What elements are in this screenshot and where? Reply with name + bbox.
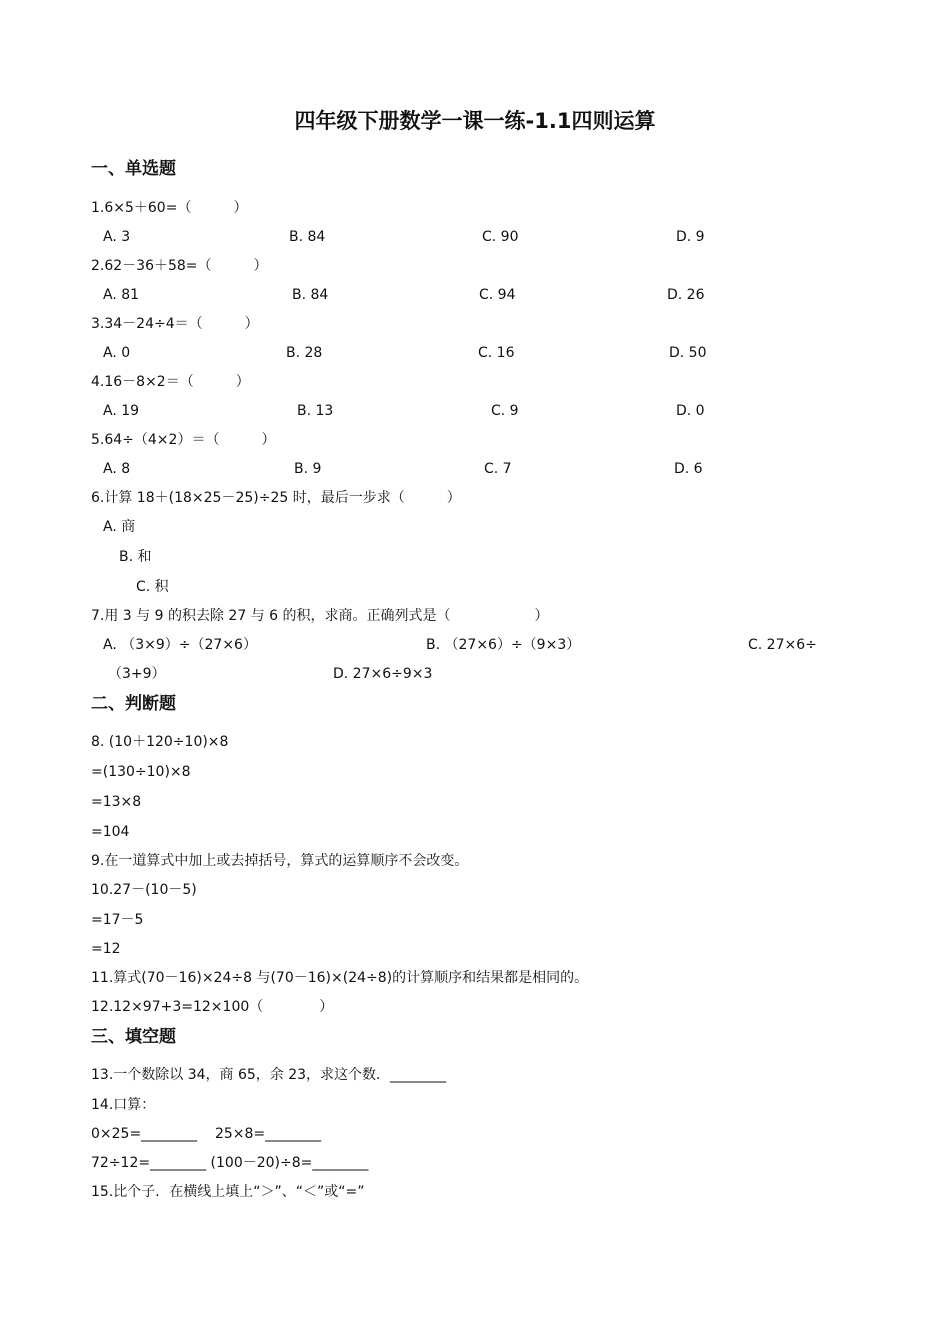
question-2-option-d: D. 26 bbox=[667, 287, 705, 303]
question-7-option-c-continued: （3+9） bbox=[108, 666, 166, 682]
page-title: 四年级下册数学一课一练-1.1四则运算 bbox=[294, 109, 656, 133]
question-8-line-3: =13×8 bbox=[91, 794, 142, 810]
question-12: 12.12×97+3=12×100（ ） bbox=[91, 999, 334, 1015]
question-14-line-2: 0×25=________ 25×8=________ bbox=[91, 1126, 322, 1142]
question-1-stem: 1.6×5＋60=（ ） bbox=[91, 200, 248, 216]
question-1-option-d: D. 9 bbox=[676, 229, 705, 245]
question-2-option-c: C. 94 bbox=[479, 287, 516, 303]
question-13: 13.一个数除以 34，商 65，余 23，求这个数．________ bbox=[91, 1067, 447, 1083]
question-7-option-a: A. （3×9）÷（27×6） bbox=[103, 637, 257, 653]
question-6-option-b: B. 和 bbox=[119, 549, 152, 565]
question-3-stem: 3.34－24÷4＝（ ） bbox=[91, 316, 259, 332]
question-3-option-b: B. 28 bbox=[286, 345, 323, 361]
question-2-option-b: B. 84 bbox=[292, 287, 329, 303]
section-heading-true-false: 二、判断题 bbox=[91, 694, 176, 714]
question-4-stem: 4.16－8×2＝（ ） bbox=[91, 374, 250, 390]
question-4-option-c: C. 9 bbox=[491, 403, 519, 419]
question-3-option-c: C. 16 bbox=[478, 345, 515, 361]
question-5-option-c: C. 7 bbox=[484, 461, 512, 477]
question-7-option-c: C. 27×6÷ bbox=[748, 637, 817, 653]
question-11: 11.算式(70－16)×24÷8 与(70－16)×(24÷8)的计算顺序和结果都是相同的。 bbox=[91, 970, 589, 986]
question-6-option-a: A. 商 bbox=[103, 519, 136, 535]
section-heading-single-choice: 一、单选题 bbox=[91, 159, 176, 179]
question-6-stem: 6.计算 18＋(18×25－25)÷25 时，最后一步求（ ） bbox=[91, 490, 461, 506]
question-1-option-b: B. 84 bbox=[289, 229, 326, 245]
question-10-line-2: =17－5 bbox=[91, 912, 144, 928]
question-8-line-4: =104 bbox=[91, 824, 130, 840]
question-8-line-2: =(130÷10)×8 bbox=[91, 764, 191, 780]
question-5-stem: 5.64÷（4×2）＝（ ） bbox=[91, 432, 276, 448]
question-15: 15.比个子．在横线上填上“＞”、“＜”或“=” bbox=[91, 1184, 365, 1200]
question-10-line-1: 10.27－(10－5) bbox=[91, 882, 197, 898]
question-4-option-b: B. 13 bbox=[297, 403, 334, 419]
question-1-option-c: C. 90 bbox=[482, 229, 519, 245]
question-7-stem: 7.用 3 与 9 的积去除 27 与 6 的积，求商。正确列式是（ ） bbox=[91, 608, 549, 624]
question-6-option-c: C. 积 bbox=[136, 579, 169, 595]
question-5-option-b: B. 9 bbox=[294, 461, 322, 477]
question-2-stem: 2.62－36＋58=（ ） bbox=[91, 258, 268, 274]
question-4-option-a: A. 19 bbox=[103, 403, 140, 419]
question-7-option-d: D. 27×6÷9×3 bbox=[333, 666, 433, 682]
question-14-line-3: 72÷12=________ (100－20)÷8=________ bbox=[91, 1155, 369, 1171]
question-7-option-b: B. （27×6）÷（9×3） bbox=[426, 637, 581, 653]
question-8-line-1: 8. (10＋120÷10)×8 bbox=[91, 734, 229, 750]
question-10-line-3: =12 bbox=[91, 941, 121, 957]
question-1-option-a: A. 3 bbox=[103, 229, 131, 245]
question-3-option-d: D. 50 bbox=[669, 345, 707, 361]
question-3-option-a: A. 0 bbox=[103, 345, 131, 361]
question-14-line-1: 14.口算： bbox=[91, 1097, 156, 1113]
question-2-option-a: A. 81 bbox=[103, 287, 140, 303]
question-5-option-a: A. 8 bbox=[103, 461, 131, 477]
section-heading-fill-in: 三、填空题 bbox=[91, 1027, 176, 1047]
question-9: 9.在一道算式中加上或去掉括号，算式的运算顺序不会改变。 bbox=[91, 853, 469, 869]
question-4-option-d: D. 0 bbox=[676, 403, 705, 419]
question-5-option-d: D. 6 bbox=[674, 461, 703, 477]
